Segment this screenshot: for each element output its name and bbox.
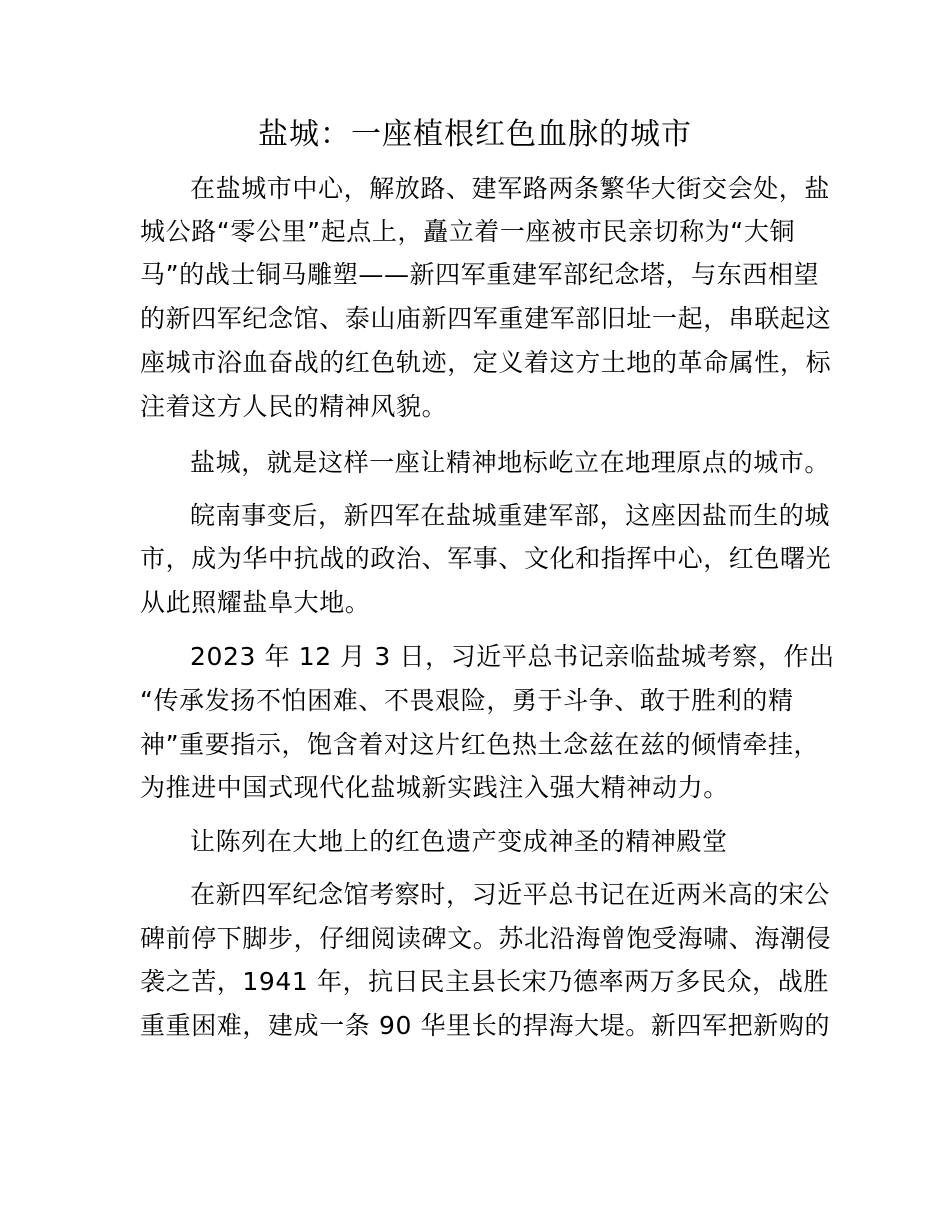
- paragraph-1-line-2: 城公路“零公里”起点上，矗立着一座被市民亲切称为“大铜: [140, 217, 796, 246]
- paragraph-4-line-4: 为推进中国式现代化盐城新实践注入强大精神动力。: [140, 773, 729, 802]
- section-subheading: 让陈列在大地上的红色遗产变成神圣的精神殿堂: [190, 827, 728, 856]
- paragraph-1-line-3: 马”的战士铜马雕塑——新四军重建军部纪念塔，与东西相望: [140, 260, 820, 289]
- paragraph-6-line-3: 袭之苦，1941 年，抗日民主县长宋乃德率两万多民众，战胜: [140, 967, 829, 996]
- document-title: 盐城：一座植根红色血脉的城市: [258, 117, 692, 152]
- paragraph-4-line-1: 2023 年 12 月 3 日，习近平总书记亲临盐城考察，作出: [190, 642, 835, 671]
- paragraph-1-line-4: 的新四军纪念馆、泰山庙新四军重建军部旧址一起，串联起这: [140, 304, 832, 333]
- paragraph-1-line-5: 座城市浴血奋战的红色轨迹，定义着这方土地的革命属性，标: [140, 348, 832, 377]
- paragraph-6-line-1: 在新四军纪念馆考察时，习近平总书记在近两米高的宋公: [190, 880, 831, 909]
- paragraph-3-line-1: 皖南事变后，新四军在盐城重建军部，这座因盐而生的城: [190, 501, 831, 530]
- paragraph-4-line-2: “传承发扬不怕困难、不畏艰险，勇于斗争、敢于胜利的精: [140, 686, 794, 715]
- paragraph-6-line-2: 碑前停下脚步，仔细阅读碑文。苏北沿海曾饱受海啸、海潮侵: [140, 924, 832, 953]
- paragraph-1-line-6: 注着这方人民的精神风貌。: [140, 392, 448, 421]
- paragraph-2-line-1: 盐城，就是这样一座让精神地标屹立在地理原点的城市。: [190, 448, 831, 477]
- paragraph-4-line-3: 神”重要指示，饱含着对这片红色热土念兹在兹的倾情牵挂，: [140, 730, 820, 759]
- paragraph-1-line-1: 在盐城市中心，解放路、建军路两条繁华大街交会处，盐: [190, 174, 831, 203]
- paragraph-6-line-4: 重重困难，建成一条 90 华里长的捍海大堤。新四军把新购的: [140, 1011, 831, 1040]
- paragraph-3-line-2: 市，成为华中抗战的政治、军事、文化和指挥中心，红色曙光: [140, 544, 832, 573]
- paragraph-3-line-3: 从此照耀盐阜大地。: [140, 588, 371, 617]
